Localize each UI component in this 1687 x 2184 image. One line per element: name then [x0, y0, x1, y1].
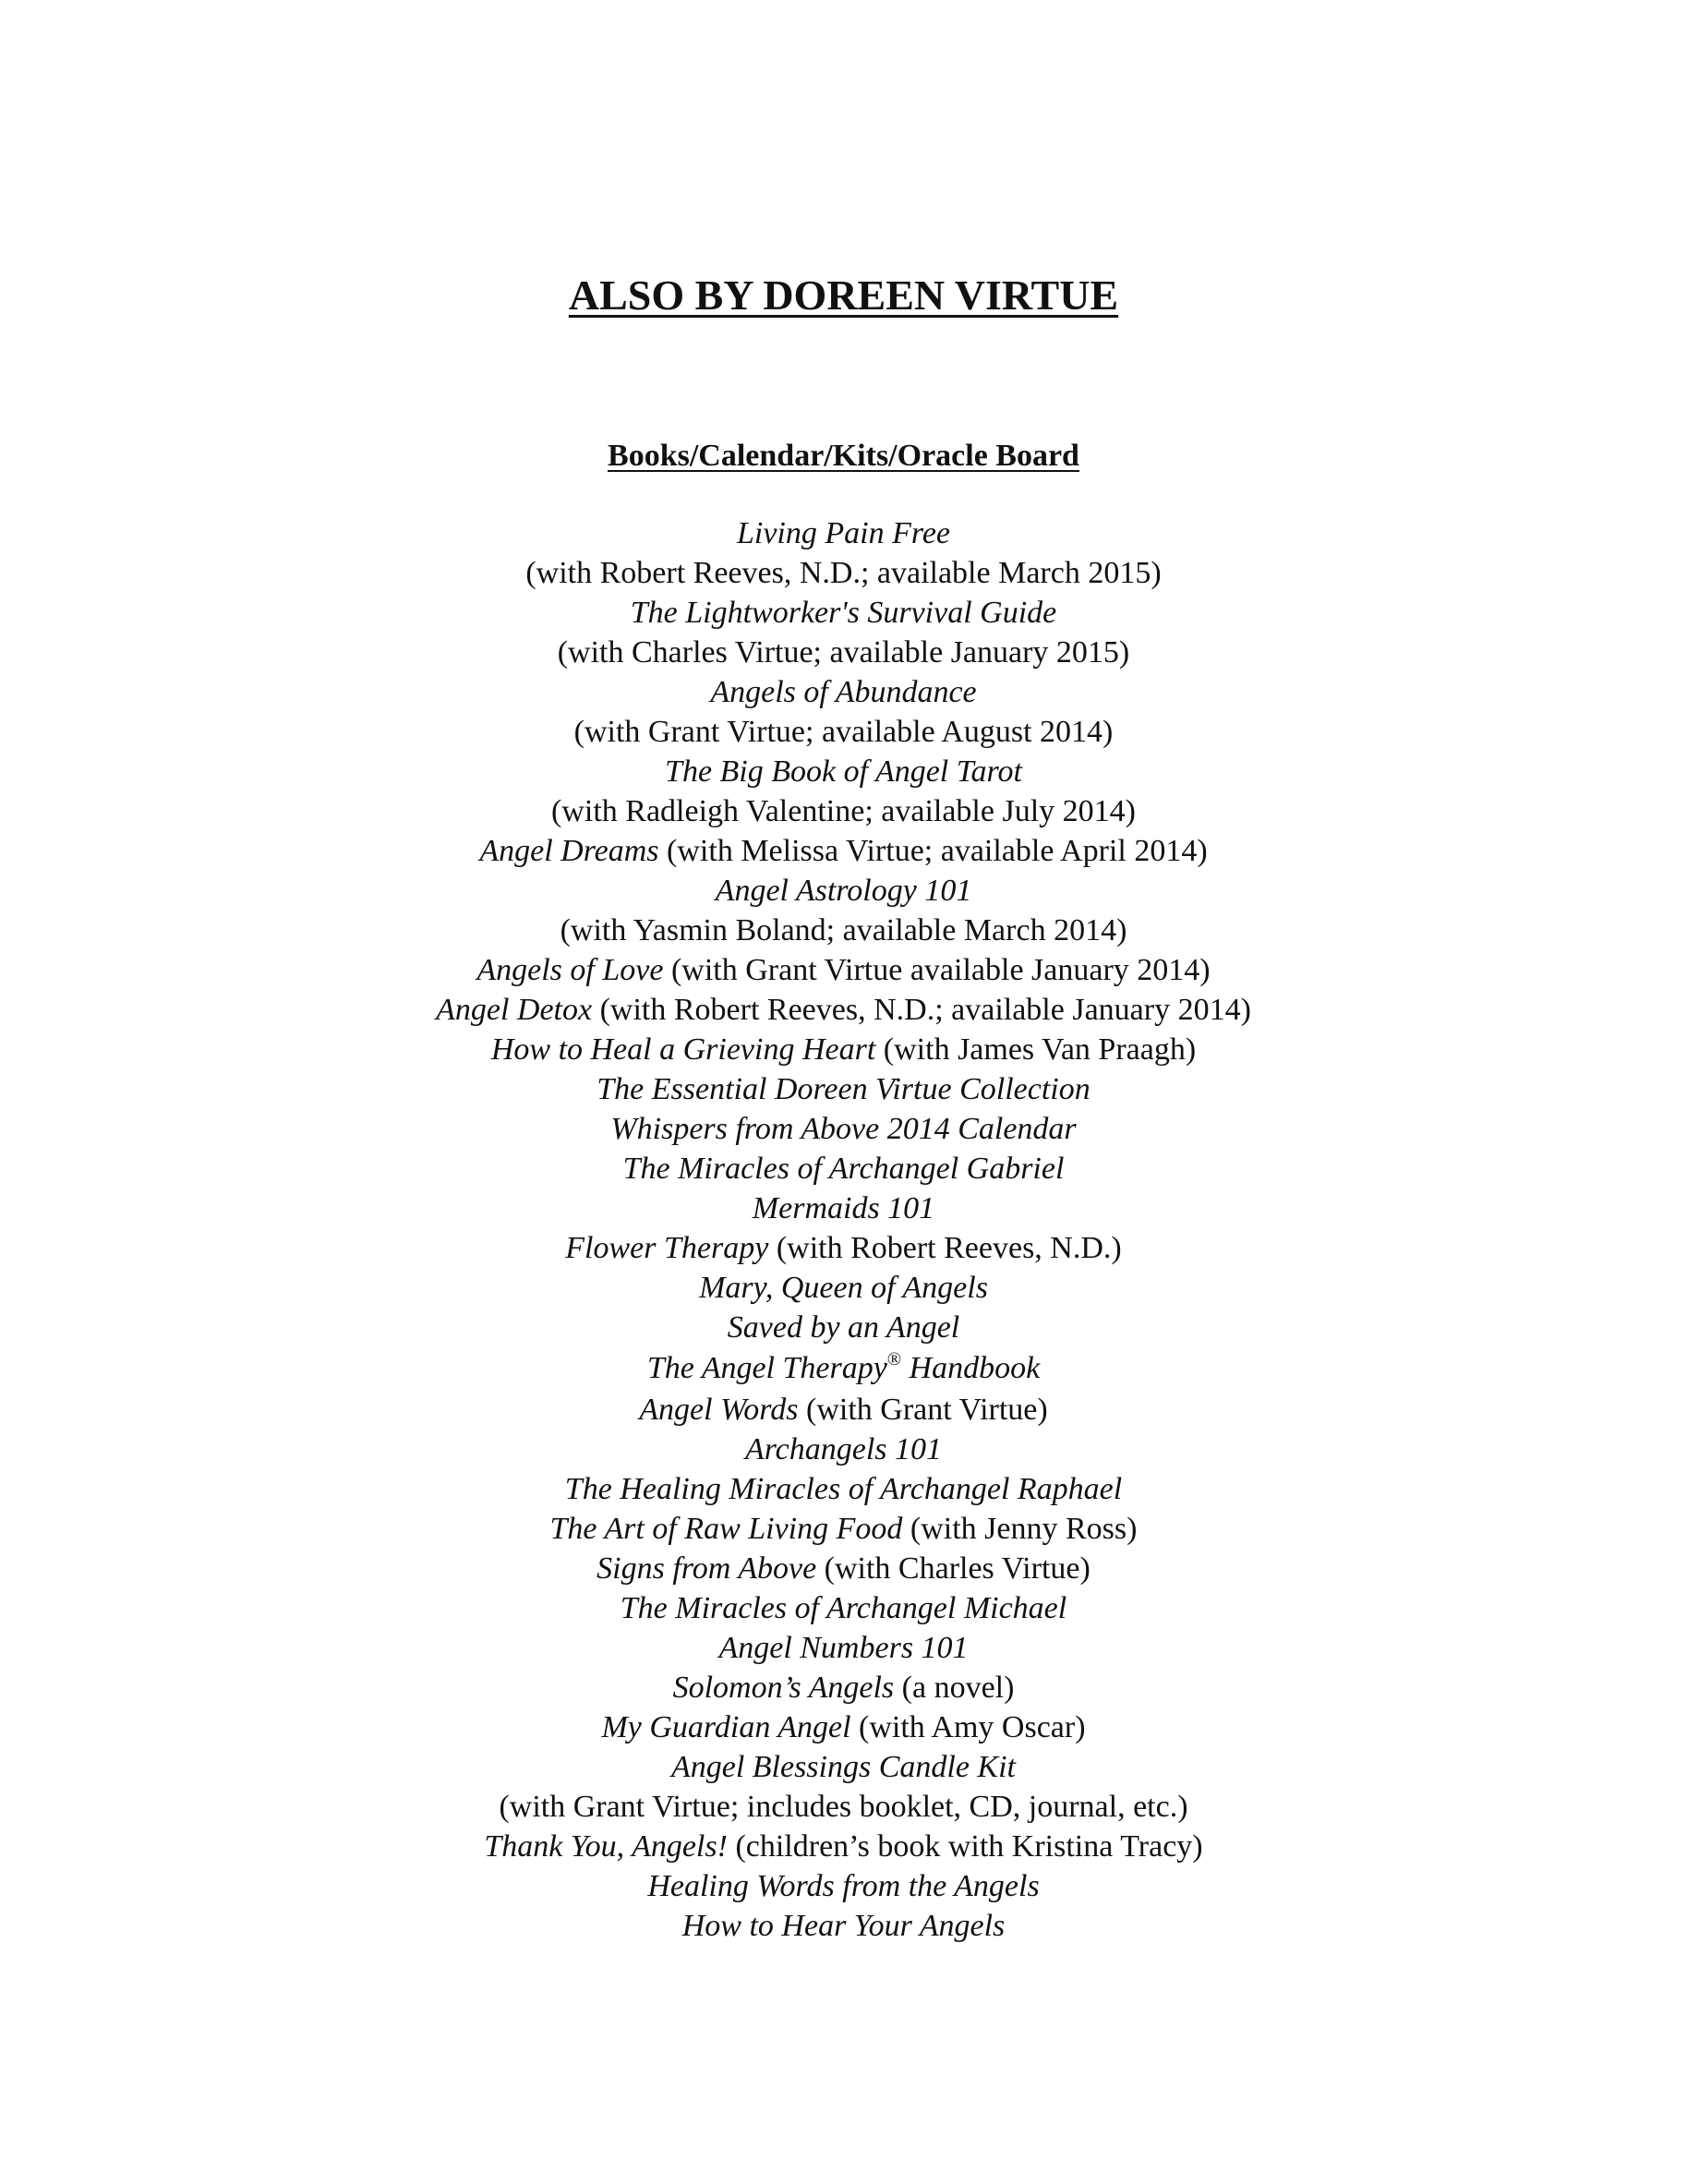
list-item: [0, 553, 1687, 593]
book-title: The Angel Therapy: [646, 1351, 887, 1385]
list-item: [0, 831, 1687, 871]
book-title: The Art of Raw Living Food: [549, 1512, 903, 1546]
list-item: [0, 1588, 1687, 1628]
book-title: Angel Words: [639, 1393, 799, 1427]
book-note: (with Melissa Virtue; available April 2014): [658, 834, 1208, 868]
book-title: The Healing Miracles of Archangel Raphael: [564, 1472, 1123, 1506]
book-title: The Big Book of Angel Tarot: [665, 754, 1022, 789]
list-item: [0, 1827, 1687, 1866]
book-title: The Miracles of Archangel Michael: [620, 1591, 1067, 1625]
book-note: (with James Van Praagh): [875, 1032, 1197, 1067]
list-item: [0, 712, 1687, 752]
section-heading-text: Books/Calendar/Kits/Oracle Board: [608, 439, 1079, 473]
book-title: How to Heal a Grieving Heart: [490, 1032, 876, 1067]
list-item: [0, 593, 1687, 633]
list-item: [0, 1430, 1687, 1469]
list-item: [0, 990, 1687, 1030]
list-item: [0, 1509, 1687, 1549]
book-title: Living Pain Free: [736, 516, 951, 550]
list-item: [0, 1668, 1687, 1707]
book-note: (with Amy Oscar): [850, 1710, 1086, 1744]
book-title-suffix: Handbook: [901, 1351, 1041, 1385]
list-item: [0, 1030, 1687, 1069]
book-note: (children’s book with Kristina Tracy): [727, 1829, 1203, 1864]
book-title: Angel Numbers 101: [718, 1631, 969, 1665]
book-title: My Guardian Angel: [601, 1710, 851, 1744]
book-title: Angels of Love: [476, 953, 664, 987]
list-item: [0, 1228, 1687, 1268]
section-heading: [0, 436, 1687, 477]
book-title: Healing Words from the Angels: [647, 1869, 1040, 1903]
book-title: The Essential Doreen Virtue Collection: [596, 1072, 1091, 1106]
list-item: [0, 1308, 1687, 1347]
list-item: [0, 1069, 1687, 1109]
list-item: [0, 1390, 1687, 1430]
list-item: [0, 1268, 1687, 1308]
list-item: [0, 871, 1687, 911]
book-title: Mary, Queen of Angels: [699, 1271, 988, 1305]
book-title: Saved by an Angel: [727, 1310, 960, 1345]
book-note: (with Charles Virtue): [816, 1551, 1091, 1586]
book-note: (with Radleigh Valentine; available July 2014): [551, 794, 1136, 828]
book-note: (with Jenny Ross): [902, 1512, 1138, 1546]
list-item: [0, 911, 1687, 950]
list-item: [0, 1149, 1687, 1189]
list-item: [0, 1906, 1687, 1946]
list-item: [0, 1747, 1687, 1787]
book-title: Angels of Abundance: [710, 675, 977, 709]
book-title: Flower Therapy: [565, 1231, 769, 1265]
list-item: [0, 1549, 1687, 1588]
book-note: (with Yasmin Boland; available March 2014): [560, 913, 1127, 947]
book-list: [0, 513, 1687, 1946]
book-title: Angel Detox: [436, 993, 593, 1027]
list-item: [0, 1189, 1687, 1228]
list-item: [0, 1347, 1687, 1390]
list-item: [0, 950, 1687, 990]
book-note: (with Grant Virtue; available August 2014): [573, 715, 1114, 749]
list-item: [0, 1628, 1687, 1668]
list-item: [0, 1469, 1687, 1509]
book-note: (with Charles Virtue; available January 2015): [557, 635, 1130, 670]
book-title: The Lightworker's Survival Guide: [630, 596, 1057, 630]
list-item: [0, 1787, 1687, 1827]
page-title: [0, 268, 1687, 323]
book-title: Angel Dreams: [479, 834, 659, 868]
book-title: Archangels 101: [744, 1432, 943, 1466]
list-item: [0, 672, 1687, 712]
book-note: (with Robert Reeves, N.D.; available January 2014): [592, 993, 1251, 1027]
book-title: Mermaids 101: [752, 1191, 935, 1225]
book-title: How to Hear Your Angels: [681, 1909, 1006, 1943]
book-title: The Miracles of Archangel Gabriel: [622, 1152, 1065, 1186]
book-title: Solomon’s Angels: [672, 1671, 895, 1705]
book-note: (with Grant Virtue; includes booklet, CD, journal, etc.): [499, 1790, 1188, 1824]
list-item: [0, 1866, 1687, 1906]
book-note: (a novel): [894, 1671, 1015, 1705]
list-item: [0, 633, 1687, 672]
book-title: Signs from Above: [596, 1551, 817, 1586]
registered-mark: ®: [886, 1349, 902, 1370]
book-title: Angel Astrology 101: [715, 874, 972, 908]
book-note: (with Grant Virtue available January 2014): [663, 953, 1211, 987]
list-item: [0, 1109, 1687, 1149]
list-item: [0, 752, 1687, 791]
book-note: (with Grant Virtue): [798, 1393, 1048, 1427]
page-title-text: ALSO BY DOREEN VIRTUE: [568, 271, 1119, 319]
book-title: Angel Blessings Candle Kit: [670, 1750, 1017, 1784]
book-title: Thank You, Angels!: [484, 1829, 728, 1864]
list-item: [0, 791, 1687, 831]
list-item: [0, 513, 1687, 553]
book-note: (with Robert Reeves, N.D.; available March 2015): [525, 556, 1162, 590]
list-item: [0, 1707, 1687, 1747]
book-title: Whispers from Above 2014 Calendar: [610, 1112, 1077, 1146]
book-note: (with Robert Reeves, N.D.): [768, 1231, 1122, 1265]
